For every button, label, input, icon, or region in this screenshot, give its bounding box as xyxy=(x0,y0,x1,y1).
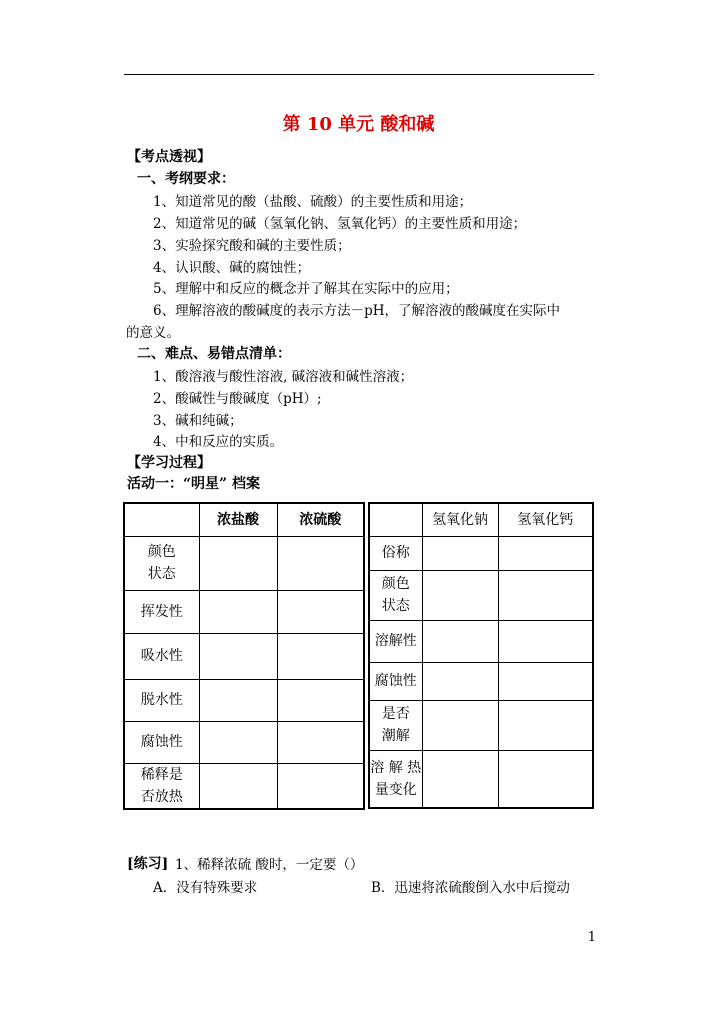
table-header-row xyxy=(369,503,593,536)
table-corner-cell xyxy=(124,503,199,536)
table-header-row xyxy=(124,503,364,536)
answer-cell[interactable] xyxy=(422,570,498,620)
column-header-sodium-hydroxide: 氢氧化钠 xyxy=(422,503,498,536)
acid-table xyxy=(123,502,365,810)
answer-cell[interactable] xyxy=(422,536,498,570)
answer-cell[interactable] xyxy=(199,536,277,590)
syllabus-item: 4、认识酸、碱的腐蚀性； xyxy=(153,260,311,276)
answer-cell[interactable] xyxy=(498,570,593,620)
answer-cell[interactable] xyxy=(199,590,277,633)
column-header-calcium-hydroxide: 氢氧化钙 xyxy=(498,503,593,536)
syllabus-item: 1、知道常见的酸（盐酸、硫酸）的主要性质和用途； xyxy=(153,194,473,210)
column-header-hydrochloric-acid: 浓盐酸 xyxy=(199,503,277,536)
row-label: 腐蚀性 xyxy=(369,662,422,700)
answer-cell[interactable] xyxy=(277,590,364,633)
kaodian-heading: 【考点透视】 xyxy=(127,149,211,165)
table-row xyxy=(369,700,593,750)
syllabus-item: 6、理解溶液的酸碱度的表示方法－pH，了解溶液的酸碱度在实际中 xyxy=(153,303,561,319)
answer-cell[interactable] xyxy=(498,750,593,808)
syllabus-item: 2、知道常见的碱（氢氧化钠、氢氧化钙）的主要性质和用途； xyxy=(153,216,527,232)
table-corner-cell xyxy=(369,503,422,536)
row-label: 是否 潮解 xyxy=(369,700,422,750)
answer-cell[interactable] xyxy=(422,700,498,750)
row-label: 颜色 状态 xyxy=(124,536,199,590)
exercise-question: 1、稀释浓硫 酸时，一定要（） xyxy=(175,857,364,873)
table-row xyxy=(369,536,593,570)
exercise-option-b[interactable]: B．迅速将浓硫酸倒入水中后搅动 xyxy=(371,880,570,896)
table-row xyxy=(369,750,593,808)
difficulty-item: 3、碱和纯碱； xyxy=(153,413,243,429)
unit-title: 第 10 单元 酸和碱 xyxy=(282,114,435,135)
answer-cell[interactable] xyxy=(199,633,277,679)
learning-process-heading: 【学习过程】 xyxy=(127,455,211,471)
answer-cell[interactable] xyxy=(199,763,277,809)
difficulty-heading: 二、难点、易错点清单： xyxy=(137,346,291,362)
row-label: 溶 解 热 量变化 xyxy=(369,750,422,808)
answer-cell[interactable] xyxy=(277,633,364,679)
table-row xyxy=(369,570,593,620)
syllabus-item-continued: 的意义。 xyxy=(126,325,180,341)
exercise-label: [练习] xyxy=(127,856,169,872)
row-label: 俗称 xyxy=(369,536,422,570)
row-label: 吸水性 xyxy=(124,633,199,679)
syllabus-item: 3、实验探究酸和碱的主要性质； xyxy=(153,238,351,254)
page-number: 1 xyxy=(587,930,596,945)
row-label: 腐蚀性 xyxy=(124,721,199,763)
row-label: 脱水性 xyxy=(124,679,199,721)
table-row xyxy=(124,679,364,721)
answer-cell[interactable] xyxy=(199,679,277,721)
answer-cell[interactable] xyxy=(199,721,277,763)
answer-cell[interactable] xyxy=(277,763,364,809)
table-row xyxy=(124,721,364,763)
table-row xyxy=(369,662,593,700)
answer-cell[interactable] xyxy=(277,536,364,590)
answer-cell[interactable] xyxy=(498,700,593,750)
syllabus-heading: 一、考纲要求： xyxy=(137,171,235,187)
answer-cell[interactable] xyxy=(422,750,498,808)
table-row xyxy=(124,633,364,679)
answer-cell[interactable] xyxy=(277,679,364,721)
answer-cell[interactable] xyxy=(277,721,364,763)
table-row xyxy=(124,536,364,590)
activity-title: 活动一：“明星” 档案 xyxy=(127,476,260,492)
difficulty-item: 1、酸溶液与酸性溶液, 碱溶液和碱性溶液； xyxy=(153,369,414,385)
row-label: 稀释是 否放热 xyxy=(124,763,199,809)
table-row xyxy=(124,590,364,633)
answer-cell[interactable] xyxy=(498,620,593,662)
answer-cell[interactable] xyxy=(422,662,498,700)
exercise-option-a[interactable]: A．没有特殊要求 xyxy=(153,880,258,896)
row-label: 溶解性 xyxy=(369,620,422,662)
difficulty-item: 2、酸碱性与酸碱度（pH）; xyxy=(153,391,322,407)
answer-cell[interactable] xyxy=(422,620,498,662)
difficulty-item: 4、中和反应的实质。 xyxy=(153,434,284,450)
base-table xyxy=(368,502,594,809)
answer-cell[interactable] xyxy=(498,662,593,700)
table-row xyxy=(369,620,593,662)
row-label: 颜色 状态 xyxy=(369,570,422,620)
row-label: 挥发性 xyxy=(124,590,199,633)
column-header-sulfuric-acid: 浓硫酸 xyxy=(277,503,364,536)
answer-cell[interactable] xyxy=(498,536,593,570)
syllabus-item: 5、理解中和反应的概念并了解其在实际中的应用； xyxy=(153,281,459,297)
table-row xyxy=(124,763,364,809)
header-rule xyxy=(124,74,594,75)
